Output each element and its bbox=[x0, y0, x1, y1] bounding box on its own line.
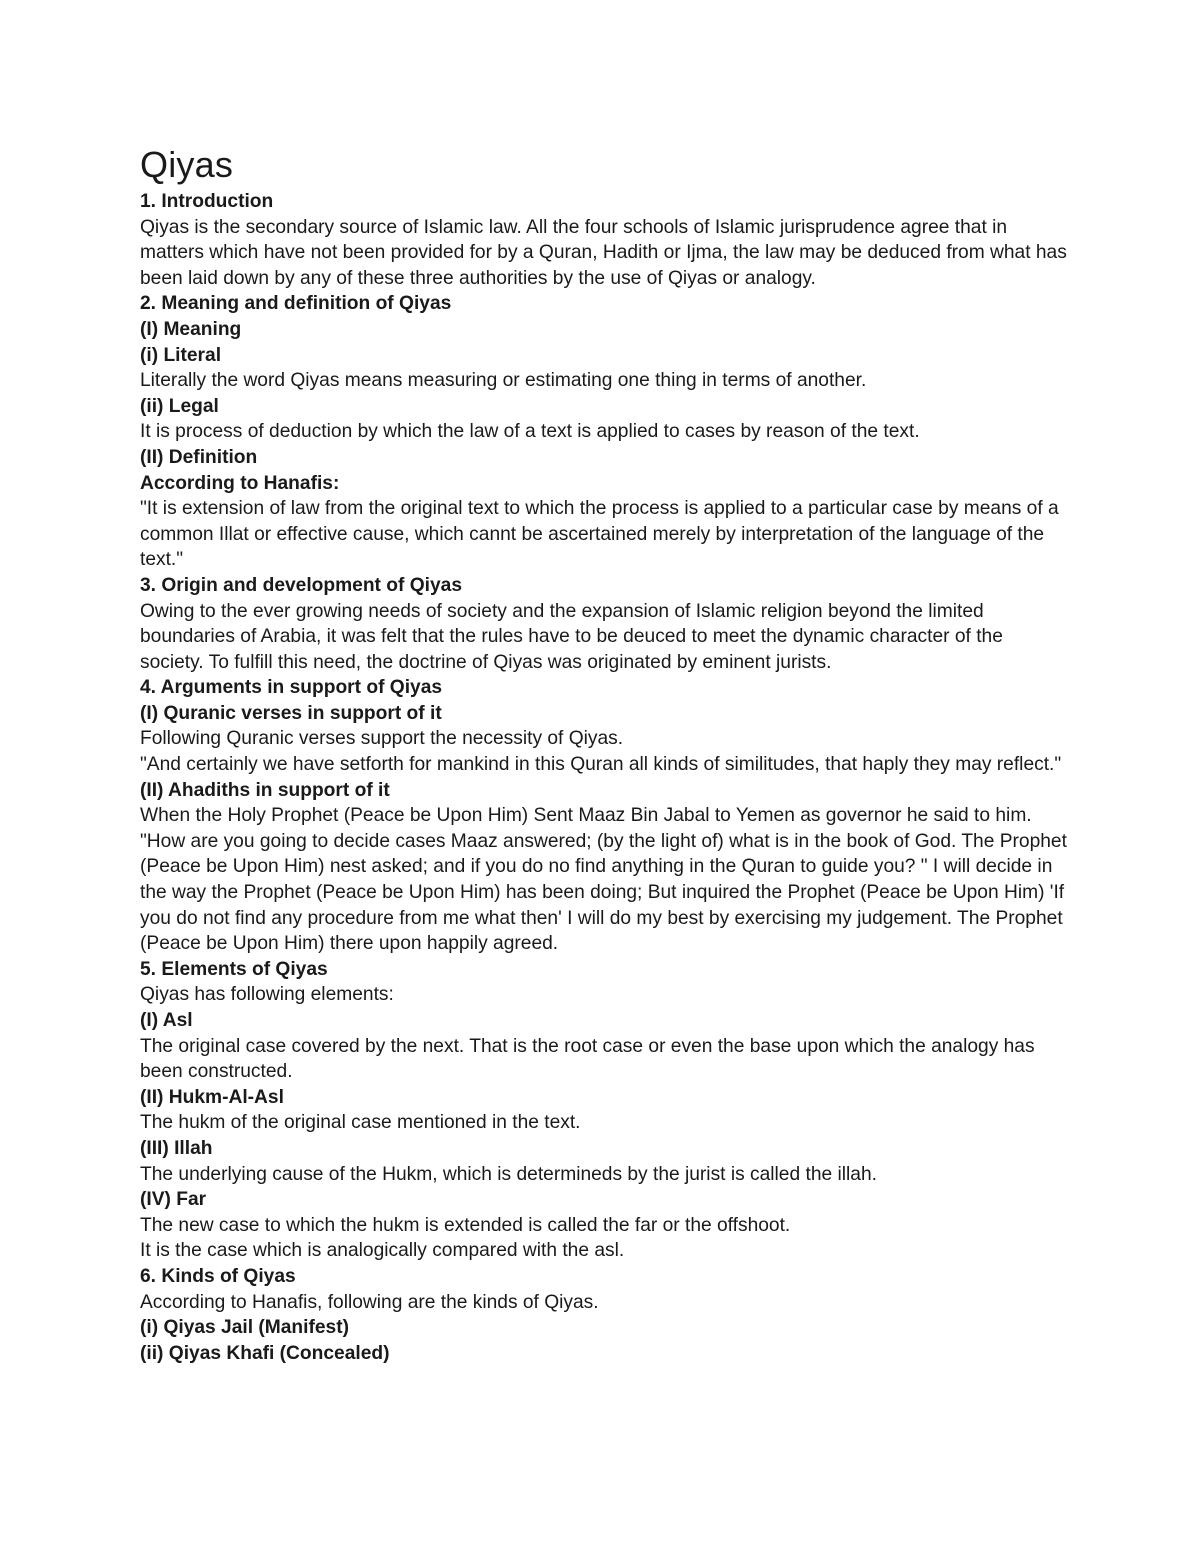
page-title: Qiyas bbox=[140, 144, 234, 185]
subheading-literal: (i) Literal bbox=[140, 344, 222, 366]
subheading-meaning: (I) Meaning bbox=[140, 318, 242, 340]
subheading-hukm-al-asl: (II) Hukm-Al-Asl bbox=[140, 1086, 284, 1108]
para-introduction: Qiyas is the secondary source of Islamic law. All the four schools of Islamic jurisprudence agree that in matters which have not been provided for by a Quran, Hadith or Ijma, the law may be deduced from what has been laid down by any of these three authorities by the use of Qiyas or analogy. bbox=[140, 216, 1067, 289]
heading-arguments: 4. Arguments in support of Qiyas bbox=[140, 677, 443, 699]
para-asl: The original case covered by the next. That is the root case or even the base upon which the analogy has been constructed. bbox=[140, 1035, 1035, 1083]
para-quranic-quote: "And certainly we have setforth for mankind in this Quran all kinds of similitudes, that haply they may reflect." bbox=[140, 754, 1062, 776]
para-kinds-intro: According to Hanafis, following are the kinds of Qiyas. bbox=[140, 1291, 599, 1313]
para-literal: Literally the word Qiyas means measuring or estimating one thing in terms of another. bbox=[140, 370, 867, 392]
para-illah: The underlying cause of the Hukm, which is determineds by the jurist is called the illah. bbox=[140, 1163, 877, 1185]
heading-kinds: 6. Kinds of Qiyas bbox=[140, 1265, 296, 1287]
subheading-legal: (ii) Legal bbox=[140, 395, 219, 417]
heading-elements: 5. Elements of Qiyas bbox=[140, 958, 328, 980]
heading-origin: 3. Origin and development of Qiyas bbox=[140, 574, 462, 596]
para-far-2: It is the case which is analogically compared with the asl. bbox=[140, 1240, 625, 1262]
para-far-1: The new case to which the hukm is extended is called the far or the offshoot. bbox=[140, 1214, 791, 1236]
subheading-far: (IV) Far bbox=[140, 1189, 207, 1211]
para-quranic-intro: Following Quranic verses support the necessity of Qiyas. bbox=[140, 728, 624, 750]
subheading-according-hanafis: According to Hanafis: bbox=[140, 472, 340, 494]
para-legal: It is process of deduction by which the law of a text is applied to cases by reason of the text. bbox=[140, 421, 920, 443]
para-origin: Owing to the ever growing needs of society and the expansion of Islamic religion beyond the limited boundaries of Arabia, it was felt that the rules have to be deuced to meet the dynamic character of the society. To fulfill this need, the doctrine of Qiyas was originated by eminent jurists. bbox=[140, 600, 1003, 673]
subheading-asl: (I) Asl bbox=[140, 1010, 193, 1031]
heading-meaning-definition: 2. Meaning and definition of Qiyas bbox=[140, 293, 452, 315]
para-elements-intro: Qiyas has following elements: bbox=[140, 984, 394, 1006]
heading-introduction: 1. Introduction bbox=[140, 191, 274, 212]
document-page bbox=[140, 143, 1070, 1366]
subheading-qiyas-khafi: (ii) Qiyas Khafi (Concealed) bbox=[140, 1342, 390, 1364]
para-definition-quote: "It is extension of law from the original text to which the process is applied to a particular case by means of a common Illat or effective cause, which cannt be ascertained merely by interpretation of the language of the text." bbox=[140, 498, 1059, 571]
subheading-illah: (III) Illah bbox=[140, 1137, 213, 1159]
subheading-ahadiths: (II) Ahadiths in support of it bbox=[140, 779, 390, 801]
subheading-quranic-verses: (I) Quranic verses in support of it bbox=[140, 702, 442, 724]
para-ahadiths: When the Holy Prophet (Peace be Upon Him) Sent Maaz Bin Jabal to Yemen as governor he said to him. "How are you going to decide cases Maaz answered; (by the light of) what is in the book of God. The Prophet (Peace be Upon Him) nest asked; and if you do no find anything in the Quran to guide you? " I will decide in the way the Prophet (Peace be Upon Him) has been doing; But inquired the Prophet (Peace be Upon Him) 'If you do not find any procedure from me what then' I will do my best by exercising my judgement. The Prophet (Peace be Upon Him) there upon happily agreed. bbox=[140, 805, 1067, 955]
subheading-qiyas-jail: (i) Qiyas Jail (Manifest) bbox=[140, 1317, 349, 1339]
subheading-definition: (II) Definition bbox=[140, 446, 258, 468]
para-hukm-al-asl: The hukm of the original case mentioned in the text. bbox=[140, 1112, 581, 1134]
